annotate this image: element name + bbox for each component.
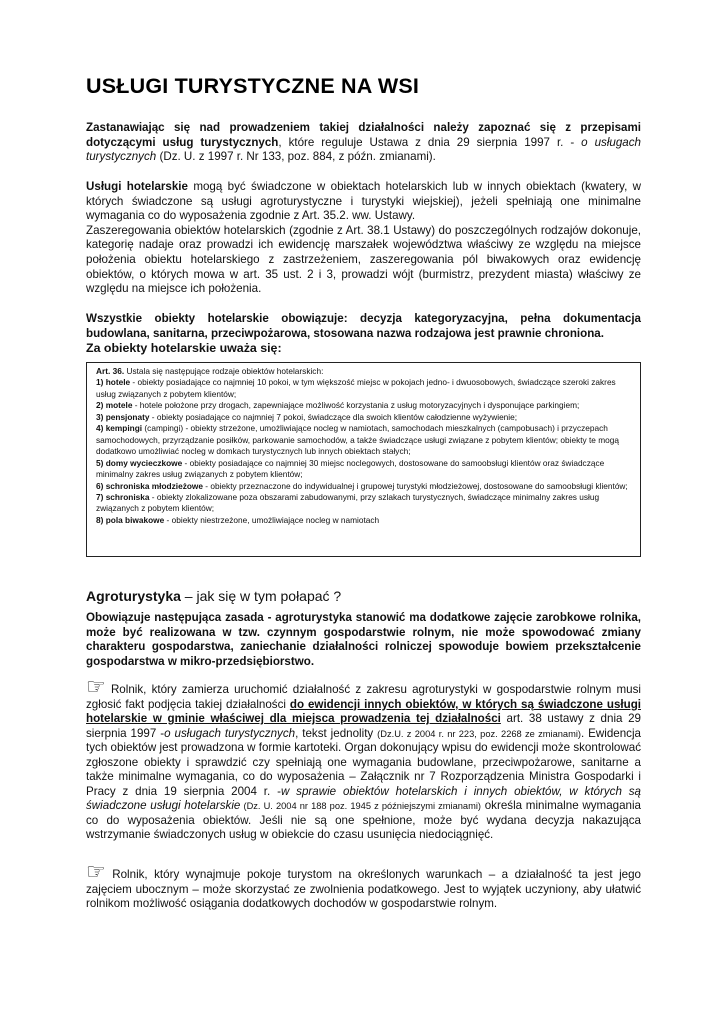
item-desc: - obiekty niestrzeżone, umożliwiające nocleg w namiotach	[164, 514, 380, 525]
p1-text-c: , tekst jednolity	[295, 726, 378, 740]
intro-text-2: (Dz. U. z 1997 r. Nr 133, poz. 884, z późn. zmianami).	[156, 150, 436, 164]
item-number: 1)	[96, 377, 106, 388]
item-name: pola biwakowe	[105, 514, 165, 525]
p1-text-e: określa minimalne wymagania co do wyposażenia obiektów. Jeśli nie są one spełnione, może być wydana decyzja nakazująca wstrzymanie świadczonych usług w obiekcie do czasu usunięcia niedociągnięć.	[86, 799, 642, 842]
item-name: schroniska	[105, 491, 150, 502]
item-number: 6)	[96, 480, 106, 491]
item-desc: - obiekty posiadające co najmniej 10 pokoi, w tym większość miejsc w pokojach jedno- i dwuosobowych, świadczące szeroki zakres usług związanych z pobytem klientów;	[96, 377, 616, 399]
hotel-services-paragraph	[86, 180, 641, 297]
intro-bold: Zastanawiając się nad prowadzeniem takiej działalności należy zapoznać się z przepisami dotyczącymi usług turystycznych	[86, 121, 641, 149]
item-desc: - obiekty posiadające co najmniej 7 pokoi, świadczące dla swoich klientów całodzienne wyżywienie;	[149, 411, 518, 422]
intro-text-1: , które reguluje Ustawa z dnia 29 sierpnia 1997 r. -	[278, 135, 582, 149]
obligations-paragraph: Wszystkie obiekty hotelarskie obowiązuje: decyzja kategoryzacyjna, pełna dokumentacja budowlana, sanitarna, przeciwpożarowa, stosowana nazwa rodzajowa jest prawnie chroniona.	[86, 312, 641, 340]
article-item	[96, 423, 634, 457]
hotel-objects-heading: Za obiekty hotelarskie uważa się:	[86, 341, 282, 355]
article-item	[96, 458, 634, 481]
article-item	[96, 515, 634, 526]
hotel-services-text: mogą być świadczone w obiektach hotelarskich lub w innych obiektach (kwatery, w których świadczone są usługi agroturystyczne i turystyki wiejskiej), jeżeli spełniają one minimalne wymagania co do wyposażenia zgodnie z Art. 35.2. ww. Ustawy.	[86, 180, 641, 223]
article-item	[96, 492, 634, 515]
article-item	[96, 412, 634, 423]
article-item	[96, 400, 634, 411]
item-name: domy wycieczkowe	[105, 457, 183, 468]
article-item	[96, 377, 634, 400]
p1-text-b: art. 38 ustawy z dnia 29 sierpnia 1997 -	[86, 712, 642, 740]
classification-text: Zaszeregowania obiektów hotelarskich (zgodnie z Art. 38.1 Ustawy) do poszczególnych rodzajów dokonuje, kategorię nadaje oraz prowadzi ich ewidencję marszałek województwa właściwy ze względu na miejsce położenia obiektu hotelarskiego z zastrzeżeniem, zaszeregowania pól biwakowych oraz ewidencję obiektów, o których mowa w art. 35 ust. 2 i 3, prowadzi wójt (burmistrz, prezydent miasta) właściwy ze względu na miejsce ich położenia.	[86, 223, 641, 296]
article-intro: Ustala się następujące rodzaje obiektów hotelarskich:	[124, 366, 324, 376]
p1-italic-1: o usługach turystycznych	[164, 726, 296, 740]
hotel-services-bold: Usługi hotelarskie	[86, 180, 188, 193]
item-name: hotele	[105, 377, 131, 388]
agro-heading-rest: – jak się w tym połapać ?	[180, 588, 342, 604]
item-number: 2)	[96, 400, 106, 411]
agro-heading	[86, 588, 341, 604]
p2-text: Rolnik, który wynajmuje pokoje turystom na określonych warunkach – a działalność ta jest jego zajęciem ubocznym – może skorzystać ze zwolnienia podatkowego. Jest to wyjątek uczyniony, aby ułatwić rolnikom możliwość osiągania dodatkowych dochodów w gospodarstwie rolnym.	[86, 868, 641, 911]
p1-ref-1: (Dz.U. z 2004 r. nr 223, poz. 2268 ze zmianami)	[377, 728, 581, 739]
article-item	[96, 481, 634, 492]
agro-principle: Obowiązuje następująca zasada - agroturystyka stanowić ma dodatkowe zajęcie zarobkowe rolnika, może być realizowana w tzw. czynnym gospodarstwie rolnym, nie może spowodować zmiany charakteru gospodarstwa, zaniechanie działalności rolniczej spowoduje bowiem przekształcenie gospodarstwa w mikro-przedsiębiorstwo.	[86, 611, 641, 668]
agro-registration-paragraph	[86, 675, 642, 843]
intro-paragraph	[86, 121, 641, 165]
page-title: USŁUGI TURYSTYCZNE NA WSI	[86, 74, 420, 98]
article-heading	[96, 366, 634, 377]
item-name: motele	[105, 400, 133, 411]
p1-underlined: do ewidencji innych obiektów, w których są świadczone usługi hotelarskie w gminie właściwej dla miejsca prowadzenia tej działalności	[86, 697, 641, 726]
article-36-box	[86, 362, 641, 557]
item-desc: - obiekty zlokalizowane poza obszarami zabudowanymi, przy szlakach turystycznych, świadczące minimalny zakres usług związanych z pobytem klientów;	[96, 491, 600, 514]
item-desc: - obiekty przeznaczone do indywidualnej i grupowej turystyki młodzieżowej, dostosowane do samoobsługi klientów;	[202, 480, 628, 491]
p1-ref-2: (Dz. U. 2004 nr 188 poz. 1945 z późniejszymi zmianami)	[240, 801, 481, 812]
item-number: 3)	[96, 411, 106, 422]
p1-text-d: . Ewidencja tych obiektów jest prowadzona w formie kartoteki. Organ dokonujący wpisu do ewidencji może skontrolować zgłoszone obiekty i sprawdzić czy spełniają one wymagania budowlane, przeciwpożarowe, sanitarne a także minimalne wymagania, co do wyposażenia – Załącznik nr 7 Rozporządzenia Ministra Gospodarki i Pracy z dnia 19 sierpnia 2004 r. -	[86, 726, 642, 798]
item-number: 5)	[96, 457, 106, 468]
item-desc: - obiekty posiadające co najmniej 30 miejsc noclegowych, dostosowane do samoobsługi klientów oraz świadczące minimalny zakres usług związanych z pobytem klientów;	[96, 457, 605, 480]
intro-italic: o usługach turystycznych	[86, 135, 641, 164]
item-desc: (campingi) - obiekty strzeżone, umożliwiające nocleg w namiotach, samochodach mieszkalnych (campobusach) i przyczepach samochodowych, przyrządzanie posiłków, parkowanie samochodów, a także świadczące usługi związane z pobytem klientów; obiekty te mogą dodatkowo umożliwiać nocleg w domkach turystycznych lub innych obiektach stałych;	[96, 423, 619, 457]
item-name: pensjonaty	[105, 411, 150, 422]
item-name: kempingi	[105, 423, 143, 434]
item-number: 7)	[96, 491, 106, 502]
item-name: schroniska młodzieżowe	[105, 480, 203, 491]
p1-italic-2: w sprawie obiektów hotelarskich i innych obiektów, w których są świadczone usługi hotelarskie	[86, 784, 641, 813]
p1-text-a: Rolnik, który zamierza uruchomić działalność z zakresu agroturystyki w gospodarstwie rolnym musi zgłosić fakt podjęcia takiej działalności	[86, 683, 641, 711]
item-number: 4)	[96, 423, 106, 434]
article-number: Art. 36.	[96, 366, 125, 376]
agro-heading-bold: Agroturystyka	[86, 588, 181, 604]
pointing-hand-icon: ☞	[86, 675, 106, 700]
pointing-hand-icon: ☞	[86, 860, 106, 885]
tax-exemption-paragraph	[86, 860, 641, 912]
item-desc: - hotele położone przy drogach, zapewniające możliwość korzystania z usług motoryzacyjnych i dysponujące parkingiem;	[132, 400, 580, 411]
item-number: 8)	[96, 514, 106, 525]
